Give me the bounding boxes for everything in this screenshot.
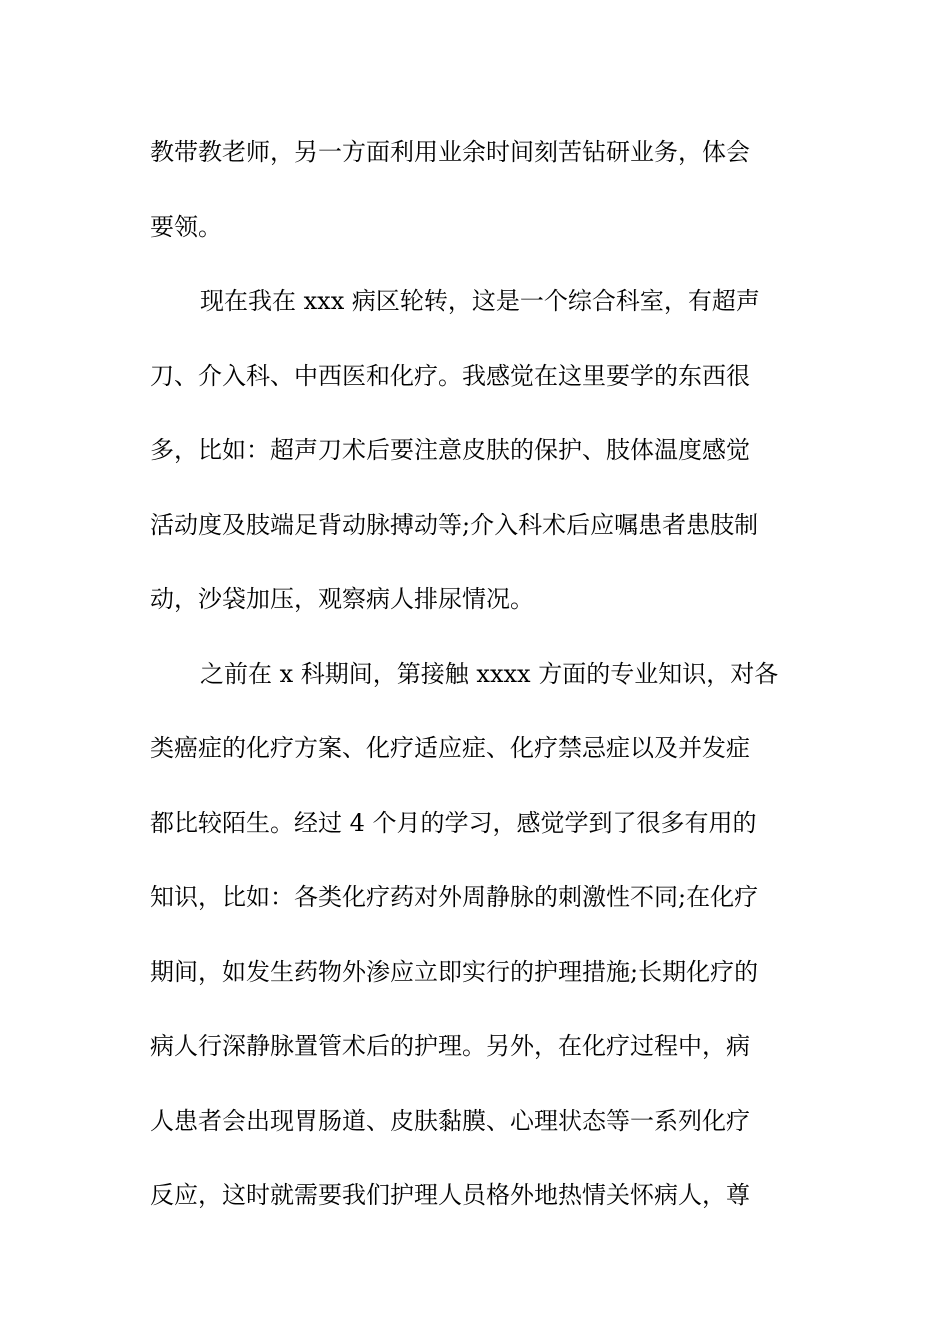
text-line: 要领。 [150, 212, 222, 241]
text-line: 病人行深静脉置管术后的护理。另外，在化疗过程中，病 [150, 1032, 750, 1060]
text-line: 动，沙袋加压，观察病人排尿情况。 [150, 585, 534, 613]
text-line: 反应，这时就需要我们护理人员格外地热情关怀病人，尊 [150, 1181, 750, 1209]
text-line: 类癌症的化疗方案、化疗适应症、化疗禁忌症以及并发症 [150, 734, 750, 762]
text-line: 知识，比如：各类化疗药对外周静脉的刺激性不同;在化疗 [150, 883, 759, 911]
paragraph-start-line: 之前在 x 科期间，第接触 xxxx 方面的专业知识，对各 [200, 659, 779, 688]
text-line: 都比较陌生。经过 4 个月的学习，感觉学到了很多有用的 [150, 808, 757, 837]
paragraph-start-line: 现在我在 xxx 病区轮转，这是一个综合科室，有超声 [200, 287, 760, 315]
text-line: 多，比如：超声刀术后要注意皮肤的保护、肢体温度感觉 [150, 436, 750, 464]
body-text [150, 124, 810, 1242]
text-line: 教带教老师，另一方面利用业余时间刻苦钻研业务，体会 [150, 138, 750, 166]
text-line: 活动度及肢端足背动脉搏动等;介入科术后应嘱患者患肢制 [150, 510, 759, 539]
text-line: 人患者会出现胃肠道、皮肤黏膜、心理状态等一系列化疗 [150, 1106, 750, 1135]
text-line: 期间，如发生药物外渗应立即实行的护理措施;长期化疗的 [150, 957, 759, 986]
text-line: 刀、介入科、中西医和化疗。我感觉在这里要学的东西很 [150, 361, 750, 390]
